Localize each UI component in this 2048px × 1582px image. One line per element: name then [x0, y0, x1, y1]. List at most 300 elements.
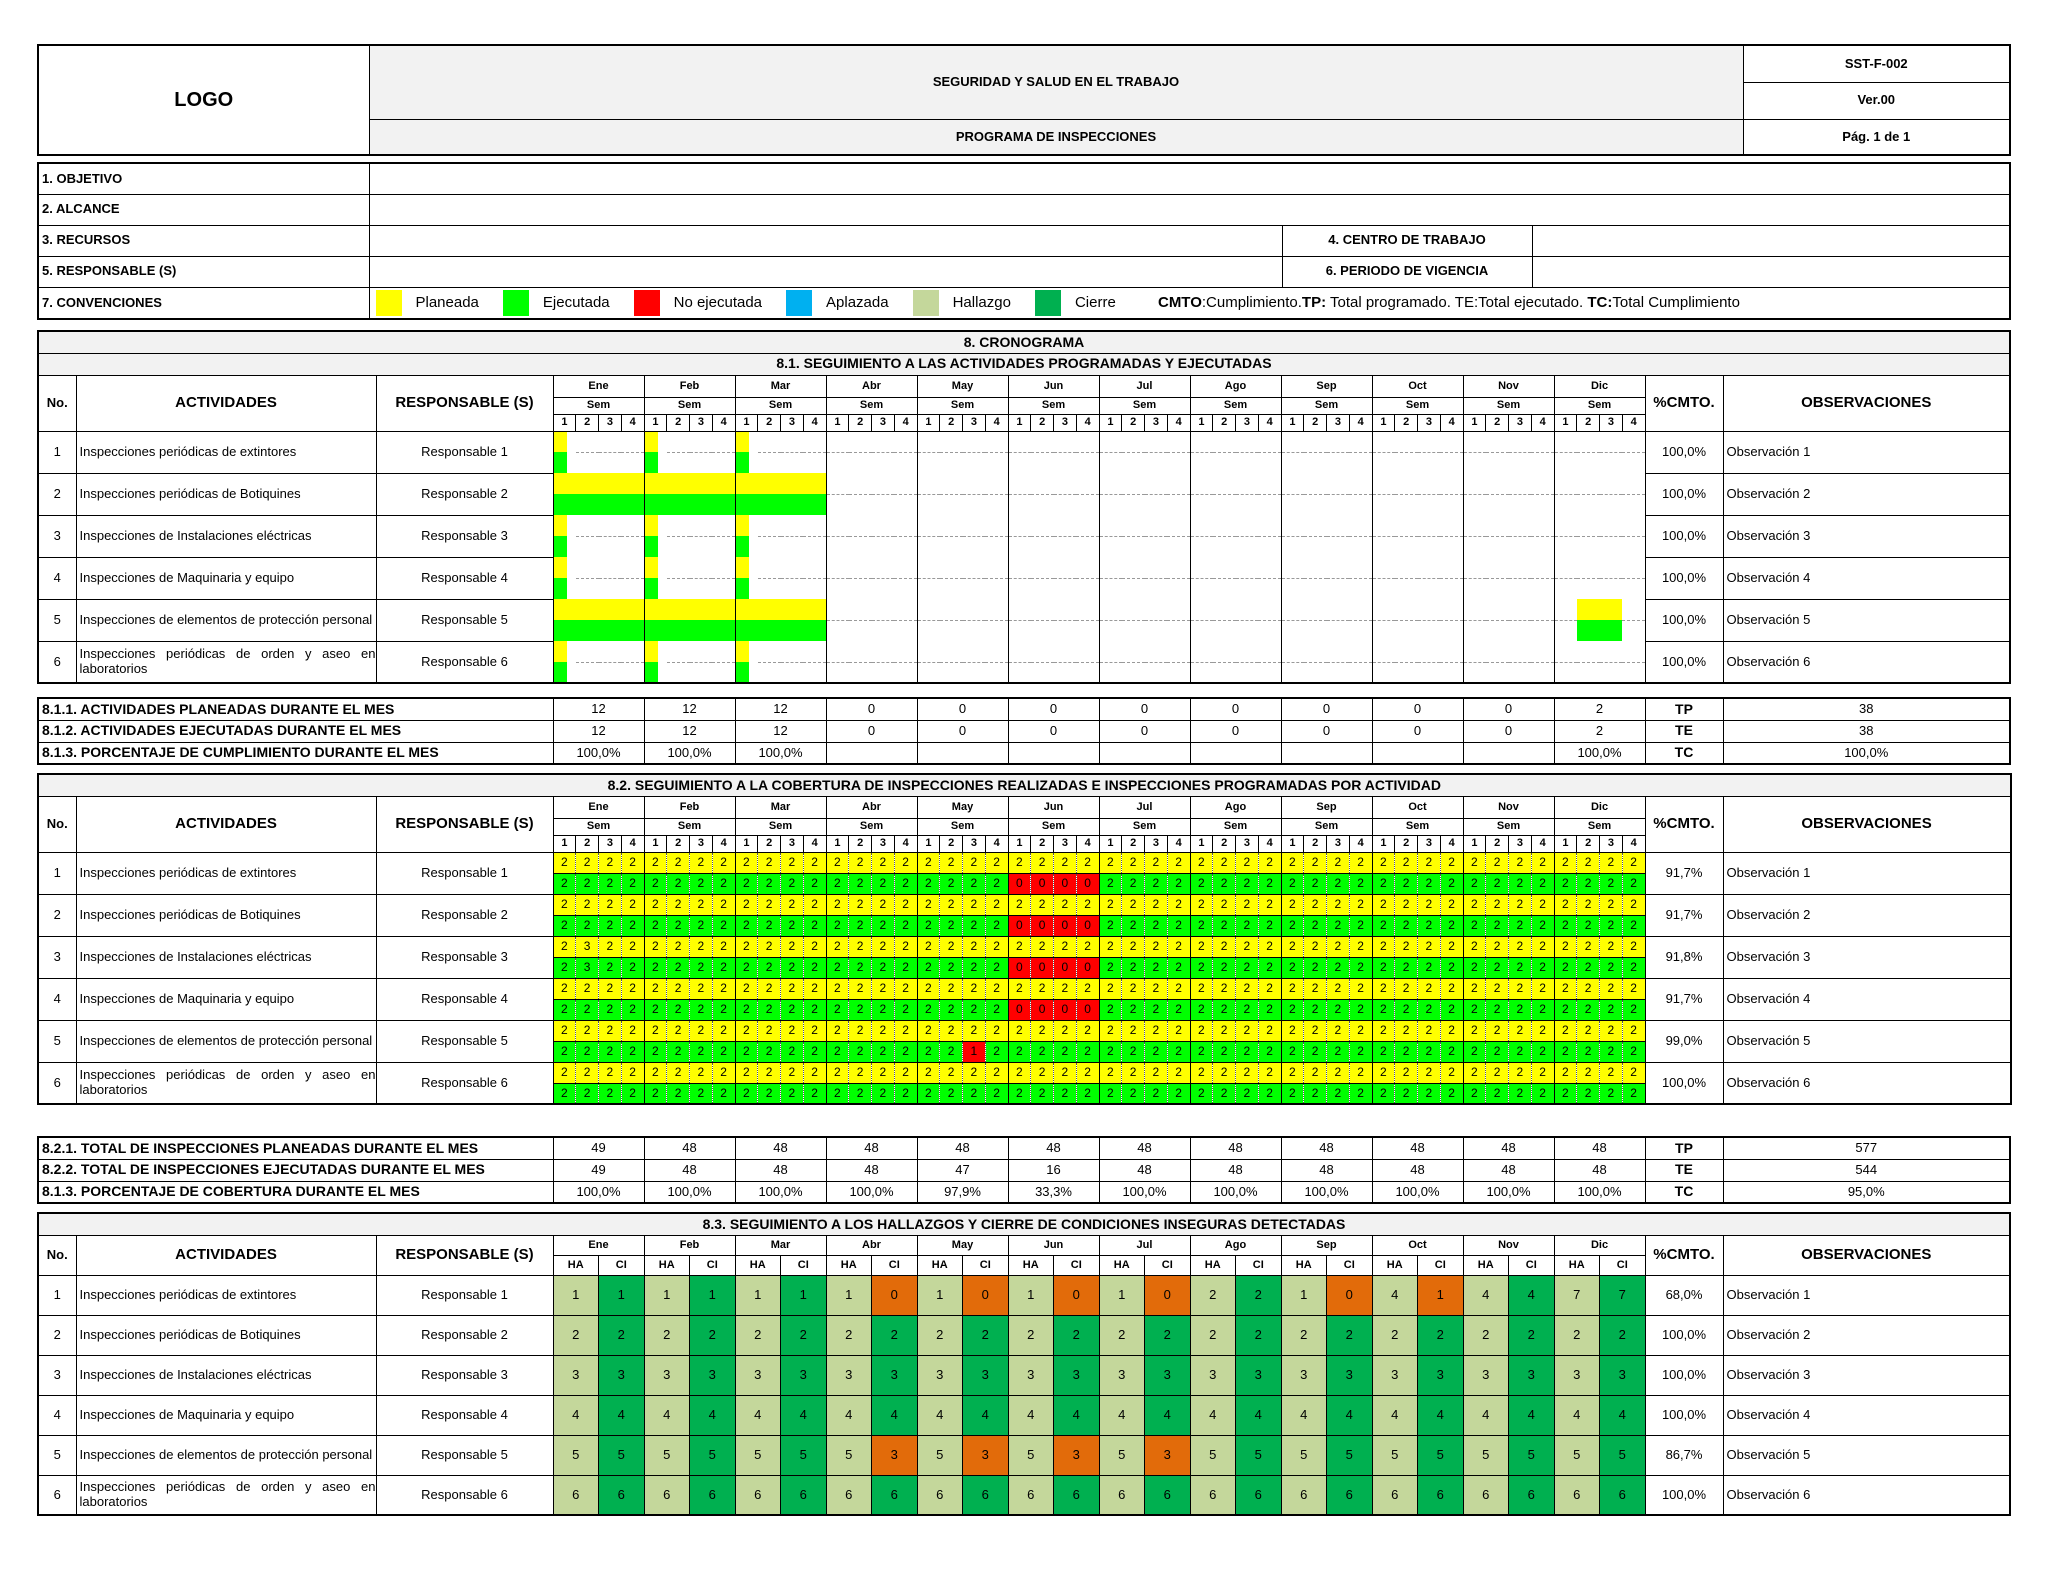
coverage-cell: 2	[1327, 1062, 1350, 1083]
week-number: 4	[1258, 835, 1281, 852]
week-number: 2	[1577, 414, 1600, 431]
week-number: 2	[1486, 835, 1509, 852]
activity-name: Inspecciones de Instalaciones eléctricas	[76, 936, 376, 978]
coverage-cell: 2	[1281, 852, 1304, 873]
schedule-cell	[1167, 515, 1190, 557]
summary-value: 12	[735, 720, 826, 742]
col-header-activities: ACTIVIDADES	[76, 796, 376, 852]
activity-responsible: Responsable 4	[376, 1395, 553, 1435]
week-number: 2	[667, 414, 690, 431]
week-number: 3	[1600, 414, 1623, 431]
month-header-nov: Nov	[1463, 375, 1554, 397]
coverage-cell: 2	[1145, 1083, 1168, 1104]
schedule-exec-mark	[827, 620, 849, 641]
coverage-cell: 2	[803, 1062, 826, 1083]
finding-ci-cell: 5	[690, 1435, 736, 1475]
alcance-value[interactable]	[369, 194, 2010, 225]
coverage-cell: 2	[576, 894, 599, 915]
schedule-plan-mark	[1577, 599, 1600, 621]
coverage-cell: 2	[1099, 1041, 1122, 1062]
week-number: 4	[985, 414, 1008, 431]
finding-ci-cell: 4	[963, 1395, 1009, 1435]
week-number: 2	[1213, 835, 1236, 852]
schedule-plan-mark	[1076, 432, 1098, 454]
schedule-exec-mark	[1600, 494, 1623, 515]
coverage-cell: 2	[667, 978, 690, 999]
schedule-exec-mark	[1282, 662, 1304, 683]
coverage-cell: 2	[712, 915, 735, 936]
coverage-cell: 2	[985, 915, 1008, 936]
schedule-cell	[781, 557, 804, 599]
coverage-cell: 2	[621, 1062, 644, 1083]
schedule-exec-mark	[576, 494, 599, 515]
schedule-exec-mark	[1122, 536, 1145, 557]
finding-ci-cell: 4	[781, 1395, 827, 1435]
coverage-cell: 2	[1145, 1020, 1168, 1041]
month-header-nov: Nov	[1463, 796, 1554, 818]
schedule-exec-mark	[712, 494, 734, 515]
activity-cmto: 91,7%	[1645, 978, 1723, 1020]
finding-ha-cell: 6	[1099, 1475, 1145, 1515]
week-number: 3	[781, 835, 804, 852]
ha-header: HA	[1281, 1255, 1327, 1275]
activity-responsible: Responsable 6	[376, 1062, 553, 1104]
convention-label: Aplazada	[826, 293, 889, 311]
schedule-exec-mark	[1486, 536, 1509, 557]
schedule-exec-mark	[1191, 620, 1213, 641]
schedule-exec-mark	[1076, 620, 1098, 641]
coverage-cell: 2	[599, 1020, 622, 1041]
schedule-cell	[1008, 431, 1031, 473]
week-number: 2	[576, 414, 599, 431]
schedule-exec-mark	[1258, 452, 1280, 473]
schedule-exec-mark	[918, 536, 940, 557]
schedule-cell	[1054, 431, 1077, 473]
coverage-cell: 2	[1600, 957, 1623, 978]
coverage-cell: 2	[1258, 957, 1281, 978]
schedule-plan-mark	[803, 557, 825, 579]
coverage-cell: 2	[1509, 873, 1532, 894]
summary-value: 0	[1463, 698, 1554, 720]
schedule-exec-mark	[1031, 578, 1054, 599]
summary-value: 100,0%	[735, 1181, 826, 1203]
schedule-plan-mark	[1531, 557, 1553, 579]
schedule-exec-mark	[1258, 494, 1280, 515]
schedule-cell	[1213, 431, 1236, 473]
summary-value: 0	[1099, 698, 1190, 720]
schedule-plan-mark	[894, 641, 916, 663]
coverage-cell: 2	[1054, 852, 1077, 873]
coverage-cell: 2	[1577, 936, 1600, 957]
schedule-cell	[1031, 599, 1054, 641]
coverage-cell: 2	[963, 1020, 986, 1041]
schedule-cell	[872, 599, 895, 641]
week-number: 3	[599, 414, 622, 431]
coverage-cell: 2	[1509, 999, 1532, 1020]
schedule-cell	[1213, 599, 1236, 641]
coverage-cell: 0	[1076, 999, 1099, 1020]
week-number: 2	[667, 835, 690, 852]
coverage-cell: 2	[1440, 957, 1463, 978]
schedule-exec-mark	[1486, 452, 1509, 473]
coverage-cell: 2	[644, 894, 667, 915]
schedule-cell	[985, 431, 1008, 473]
coverage-cell: 2	[1190, 894, 1213, 915]
coverage-cell: 2	[1440, 1062, 1463, 1083]
schedule-cell	[1554, 641, 1577, 683]
coverage-cell: 2	[940, 1020, 963, 1041]
schedule-exec-mark	[918, 452, 940, 473]
schedule-exec-mark	[1213, 452, 1236, 473]
schedule-cell	[1600, 641, 1623, 683]
centro-value[interactable]	[1532, 225, 2010, 256]
schedule-exec-mark	[1395, 578, 1418, 599]
coverage-row-plan	[38, 936, 2011, 957]
finding-ci-cell: 2	[1054, 1315, 1100, 1355]
schedule-cell	[894, 641, 917, 683]
col-header-observations: OBSERVACIONES	[1723, 1235, 2010, 1275]
ci-header: CI	[1236, 1255, 1282, 1275]
schedule-exec-mark	[554, 494, 576, 515]
schedule-exec-mark	[736, 662, 749, 683]
coverage-cell: 0	[1008, 957, 1031, 978]
schedule-plan-mark	[599, 599, 622, 621]
ci-header: CI	[781, 1255, 827, 1275]
week-number: 1	[1099, 414, 1122, 431]
finding-ha-cell: 5	[917, 1435, 963, 1475]
coverage-cell: 2	[1463, 1020, 1486, 1041]
schedule-exec-mark	[1622, 494, 1644, 515]
schedule-plan-mark	[645, 599, 667, 621]
schedule-plan-mark	[985, 432, 1007, 454]
coverage-cell: 2	[1554, 957, 1577, 978]
summary-value	[1281, 742, 1372, 764]
month-header-may: May	[917, 796, 1008, 818]
finding-ha-cell: 3	[1008, 1355, 1054, 1395]
coverage-cell: 2	[1099, 1083, 1122, 1104]
coverage-cell: 2	[963, 915, 986, 936]
coverage-cell: 2	[1622, 978, 1645, 999]
finding-ci-cell: 2	[1236, 1275, 1282, 1315]
coverage-cell: 2	[1486, 1062, 1509, 1083]
schedule-plan-mark	[1509, 515, 1532, 537]
coverage-cell: 2	[917, 852, 940, 873]
coverage-cell: 2	[872, 936, 895, 957]
coverage-cell: 2	[1440, 894, 1463, 915]
schedule-exec-mark	[621, 494, 643, 515]
schedule-cell	[1076, 473, 1099, 515]
coverage-cell: 2	[1418, 1020, 1441, 1041]
schedule-cell	[1463, 557, 1486, 599]
summary-value: 100,0%	[735, 742, 826, 764]
schedule-exec-mark	[1577, 494, 1600, 515]
week-number: 2	[576, 835, 599, 852]
ci-header: CI	[599, 1255, 645, 1275]
schedule-plan-mark	[1464, 557, 1486, 579]
col-header-activities: ACTIVIDADES	[76, 375, 376, 431]
coverage-cell: 2	[1463, 894, 1486, 915]
schedule-plan-mark	[599, 641, 622, 663]
schedule-cell	[621, 557, 644, 599]
responsable-label: 5. RESPONSABLE (S)	[38, 256, 369, 287]
schedule-exec-mark	[1600, 452, 1623, 473]
sem-label: Sem	[1372, 397, 1463, 414]
coverage-cell: 2	[644, 936, 667, 957]
coverage-cell: 1	[963, 1041, 986, 1062]
schedule-exec-mark	[940, 494, 963, 515]
activity-cmto: 86,7%	[1645, 1435, 1723, 1475]
coverage-cell: 2	[1509, 978, 1532, 999]
schedule-cell	[1258, 599, 1281, 641]
schedule-plan-mark	[918, 641, 940, 663]
week-number: 2	[1577, 835, 1600, 852]
responsable-value[interactable]	[369, 256, 1282, 287]
schedule-plan-mark	[1509, 641, 1532, 663]
schedule-cell	[849, 599, 872, 641]
coverage-cell: 2	[1281, 957, 1304, 978]
summary-value: 48	[1099, 1159, 1190, 1181]
coverage-cell: 2	[644, 1083, 667, 1104]
schedule-plan-mark	[712, 432, 734, 454]
coverage-cell: 2	[690, 978, 713, 999]
coverage-cell: 0	[1031, 957, 1054, 978]
schedule-cell	[940, 557, 963, 599]
coverage-cell: 2	[712, 1041, 735, 1062]
coverage-cell: 2	[1327, 957, 1350, 978]
coverage-cell: 2	[1327, 936, 1350, 957]
week-number: 1	[735, 414, 758, 431]
activity-name: Inspecciones periódicas de extintores	[76, 1275, 376, 1315]
coverage-cell: 2	[621, 1041, 644, 1062]
schedule-exec-mark	[1100, 536, 1122, 557]
finding-ci-cell: 4	[1054, 1395, 1100, 1435]
cobertura-summary	[37, 1136, 2011, 1204]
schedule-plan-mark	[781, 641, 804, 663]
coverage-cell: 2	[1463, 915, 1486, 936]
finding-row	[38, 1275, 2010, 1315]
finding-ha-cell: 2	[917, 1315, 963, 1355]
coverage-cell: 2	[1190, 915, 1213, 936]
coverage-cell: 2	[1509, 1020, 1532, 1041]
coverage-cell: 2	[667, 936, 690, 957]
coverage-cell: 2	[1304, 1020, 1327, 1041]
coverage-cell: 2	[1395, 894, 1418, 915]
coverage-cell: 2	[690, 873, 713, 894]
finding-ha-cell: 1	[917, 1275, 963, 1315]
activity-observation: Observación 4	[1723, 557, 2010, 599]
coverage-cell: 2	[553, 873, 576, 894]
schedule-exec-mark	[940, 620, 963, 641]
activity-number: 3	[38, 1355, 76, 1395]
week-number: 1	[553, 835, 576, 852]
summary-label: 8.2.2. TOTAL DE INSPECCIONES EJECUTADAS DURANTE EL MES	[38, 1159, 553, 1181]
schedule-cell	[1076, 515, 1099, 557]
schedule-cell	[1531, 473, 1554, 515]
schedule-plan-mark	[1440, 641, 1462, 663]
schedule-plan-mark	[690, 599, 713, 621]
coverage-cell: 2	[1099, 915, 1122, 936]
week-number: 3	[1600, 835, 1623, 852]
summary-value	[1372, 742, 1463, 764]
coverage-cell: 2	[1577, 915, 1600, 936]
coverage-cell: 2	[1395, 852, 1418, 873]
schedule-exec-mark	[1600, 620, 1623, 641]
schedule-plan-mark	[918, 515, 940, 537]
finding-ha-cell: 3	[1463, 1355, 1509, 1395]
schedule-exec-mark	[1031, 662, 1054, 683]
coverage-cell: 2	[1418, 894, 1441, 915]
activity-observation: Observación 3	[1723, 515, 2010, 557]
schedule-exec-mark	[872, 662, 895, 683]
schedule-plan-mark	[1373, 557, 1395, 579]
coverage-cell: 2	[872, 873, 895, 894]
schedule-cell	[1418, 515, 1441, 557]
sem-label: Sem	[1190, 818, 1281, 835]
finding-ha-cell: 4	[1463, 1395, 1509, 1435]
schedule-exec-mark	[1509, 494, 1532, 515]
coverage-cell: 2	[1167, 1083, 1190, 1104]
coverage-cell: 2	[553, 957, 576, 978]
coverage-cell: 2	[1099, 936, 1122, 957]
summary-value: 97,9%	[917, 1181, 1008, 1203]
activity-responsible: Responsable 1	[376, 1275, 553, 1315]
schedule-exec-mark	[1531, 452, 1553, 473]
schedule-plan-mark	[849, 515, 872, 537]
schedule-exec-mark	[690, 494, 713, 515]
activity-observation: Observación 6	[1723, 1062, 2011, 1104]
coverage-cell: 2	[781, 1041, 804, 1062]
objetivo-value[interactable]	[369, 163, 2010, 194]
schedule-exec-mark	[576, 620, 599, 641]
coverage-cell: 2	[985, 1041, 1008, 1062]
coverage-cell: 2	[712, 1083, 735, 1104]
ci-header: CI	[872, 1255, 918, 1275]
schedule-exec-mark	[849, 620, 872, 641]
schedule-cell	[1463, 599, 1486, 641]
schedule-exec-mark	[1031, 494, 1054, 515]
coverage-cell: 2	[1031, 1062, 1054, 1083]
coverage-cell: 2	[1213, 978, 1236, 999]
coverage-cell: 2	[985, 894, 1008, 915]
schedule-plan-mark	[1464, 432, 1486, 454]
coverage-cell: 2	[1395, 1020, 1418, 1041]
coverage-cell: 2	[1304, 999, 1327, 1020]
periodo-value[interactable]	[1532, 256, 2010, 287]
coverage-cell: 2	[940, 1062, 963, 1083]
schedule-plan-mark	[940, 599, 963, 621]
coverage-cell: 0	[1008, 999, 1031, 1020]
schedule-exec-mark	[849, 662, 872, 683]
document-code: SST-F-002	[1743, 45, 2010, 82]
finding-ci-cell: 4	[1509, 1275, 1555, 1315]
schedule-exec-mark	[1191, 536, 1213, 557]
col-header-observations: OBSERVACIONES	[1723, 796, 2011, 852]
summary-value: 100,0%	[553, 742, 644, 764]
finding-ci-cell: 6	[1145, 1475, 1191, 1515]
schedule-cell	[1577, 641, 1600, 683]
finding-ha-cell: 5	[1372, 1435, 1418, 1475]
finding-ci-cell: 3	[1054, 1435, 1100, 1475]
sem-label: Sem	[917, 397, 1008, 414]
schedule-exec-mark	[1327, 452, 1350, 473]
coverage-cell: 2	[803, 873, 826, 894]
coverage-cell: 2	[1531, 1041, 1554, 1062]
week-number: 3	[1509, 414, 1532, 431]
coverage-cell: 2	[1486, 1041, 1509, 1062]
coverage-cell: 2	[1577, 1083, 1600, 1104]
week-number: 4	[803, 835, 826, 852]
schedule-plan-mark	[1395, 432, 1418, 454]
finding-ha-cell: 1	[1099, 1275, 1145, 1315]
schedule-plan-mark	[1031, 432, 1054, 454]
schedule-exec-mark	[1282, 620, 1304, 641]
schedule-exec-mark	[1076, 536, 1098, 557]
activity-name: Inspecciones periódicas de Botiquines	[76, 473, 376, 515]
schedule-cell	[1236, 557, 1259, 599]
finding-ha-cell: 3	[1281, 1355, 1327, 1395]
schedule-exec-mark	[781, 494, 804, 515]
coverage-cell: 2	[690, 1083, 713, 1104]
schedule-cell	[1167, 557, 1190, 599]
schedule-cell	[690, 473, 713, 515]
coverage-cell: 2	[1190, 1062, 1213, 1083]
coverage-cell: 2	[553, 1083, 576, 1104]
schedule-plan-mark	[849, 473, 872, 495]
objetivo-label: 1. OBJETIVO	[38, 163, 369, 194]
coverage-cell: 2	[1372, 894, 1395, 915]
summary-value: 48	[735, 1137, 826, 1159]
coverage-cell: 2	[1486, 936, 1509, 957]
schedule-plan-mark	[758, 599, 781, 621]
schedule-cell	[667, 431, 690, 473]
finding-ha-cell: 4	[735, 1395, 781, 1435]
schedule-plan-mark	[1282, 557, 1304, 579]
summary-value: 47	[917, 1159, 1008, 1181]
schedule-plan-mark	[1122, 599, 1145, 621]
schedule-exec-mark	[645, 578, 658, 599]
coverage-cell: 2	[1486, 894, 1509, 915]
finding-ci-cell: 6	[963, 1475, 1009, 1515]
coverage-cell: 2	[735, 936, 758, 957]
week-number: 4	[1440, 414, 1463, 431]
schedule-exec-mark	[1622, 578, 1644, 599]
schedule-exec-mark	[1622, 536, 1644, 557]
schedule-plan-mark	[1555, 515, 1577, 537]
schedule-exec-mark	[1145, 536, 1168, 557]
schedule-plan-mark	[645, 473, 667, 495]
ha-header: HA	[644, 1255, 690, 1275]
document-version: Ver.00	[1743, 82, 2010, 119]
ha-header: HA	[553, 1255, 599, 1275]
schedule-cell	[1099, 557, 1122, 599]
schedule-cell	[1236, 599, 1259, 641]
schedule-plan-mark	[1031, 473, 1054, 495]
recursos-value[interactable]	[369, 225, 1282, 256]
month-header-jun: Jun	[1008, 796, 1099, 818]
schedule-cell	[712, 431, 735, 473]
schedule-cell	[849, 515, 872, 557]
summary-value: 48	[917, 1137, 1008, 1159]
schedule-plan-mark	[1555, 641, 1577, 663]
schedule-cell	[1509, 473, 1532, 515]
coverage-cell: 2	[690, 852, 713, 873]
schedule-exec-mark	[1418, 620, 1441, 641]
schedule-exec-mark	[1395, 452, 1418, 473]
activity-name: Inspecciones periódicas de Botiquines	[76, 894, 376, 936]
finding-row	[38, 1395, 2010, 1435]
coverage-cell: 2	[1122, 873, 1145, 894]
schedule-exec-mark	[1258, 620, 1280, 641]
